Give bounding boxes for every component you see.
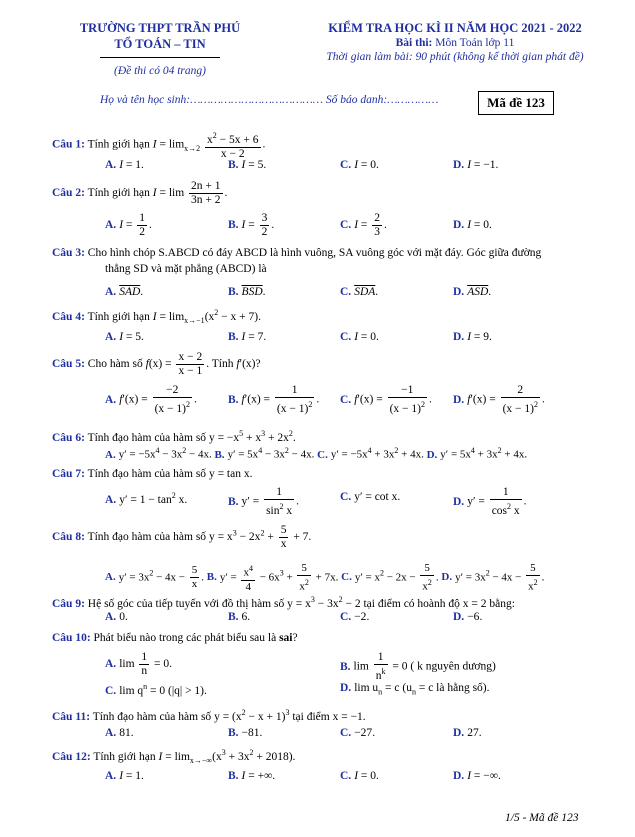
q2-option-c[interactable]: C. I = $\frac{2}{3}$ . (340, 212, 387, 238)
question-label: Câu 9: (52, 597, 85, 610)
question-label: Câu 8: (52, 531, 85, 544)
q10-option-c[interactable]: C. $\lim q^n = 0$ (|q| > 1). (105, 682, 207, 697)
q4-option-d[interactable]: D. I = 9. (453, 331, 492, 343)
pages-note: (Đề thi có 04 trang) (114, 65, 206, 77)
option-value: −6 (467, 611, 480, 623)
q10-option-b[interactable]: B. lim $\frac{1}{n^k}$ = 0 ( k nguyên dương) (340, 651, 496, 682)
exam-code-box: Mã đề 123 (478, 91, 554, 115)
question-7: Câu 7: Tính đạo hàm của hàm số y = tan x. (52, 468, 253, 480)
q12-option-a[interactable]: A. I = 1. (105, 770, 144, 782)
subject-label: Bài thi: (395, 37, 433, 49)
question-11: Câu 11: Tính đạo hàm của hàm số $y = (x^2 - x + 1)^3$ tại điểm x = −1. (52, 708, 366, 723)
question-2: Câu 2: Tính giới hạn I = lim $\frac{2n + 1}{3n + 2}$ . (52, 180, 228, 206)
question-text-b: sai (279, 632, 293, 644)
question-label: Câu 7: (52, 468, 85, 480)
student-info-line: Họ và tên học sinh:………………………………… Số báo danh:…………… (100, 94, 439, 106)
question-9: Câu 9: Hệ số góc của tiếp tuyến với đồ thị hàm số $y = x^3 - 3x^2 - 2$ tại điểm có hoành độ x = 2 bằng: (52, 595, 515, 610)
q4-option-a[interactable]: A. I = 5. (105, 331, 144, 343)
q7-option-c[interactable]: C. y′ = cot x. (340, 491, 401, 503)
q7-option-a[interactable]: A. $y' = 1 - \tan^2 x$. (105, 491, 188, 506)
q3-option-b[interactable]: B. $\overline{BSD}$. (228, 286, 266, 298)
question-label: Câu 4: (52, 310, 85, 323)
q5-option-c[interactable]: C. f′(x) = $\frac{-1}{(x - 1)^2}$ . (340, 384, 432, 415)
q1-option-a[interactable]: A. I = 1. (105, 159, 144, 171)
question-3-line2: thẳng SD và mặt phẳng (ABCD) là (105, 263, 267, 275)
option-value: 81 (119, 727, 131, 739)
q11-option-c[interactable]: C. −27. (340, 727, 376, 739)
q3-option-c[interactable]: C. $\overline{SDA}$. (340, 286, 379, 298)
page-footer: 1/5 - Mã đề 123 (505, 812, 579, 824)
question-label: Câu 2: (52, 187, 85, 200)
q5-option-b[interactable]: B. f′(x) = $\frac{1}{(x - 1)^2}$ . (228, 384, 320, 415)
question-label: Câu 1: (52, 138, 85, 151)
question-label: Câu 6: (52, 431, 85, 444)
option-note: ( k nguyên dương) (410, 660, 496, 673)
question-label: Câu 10: (52, 632, 91, 644)
q9-option-b[interactable]: B. 6. (228, 611, 251, 623)
question-8: Câu 8: Tính đạo hàm của hàm số $y = x^3 - 2x^2$ + $\frac{5}{x}$ + 7. (52, 524, 312, 550)
q9-option-c[interactable]: C. −2. (340, 611, 370, 623)
q2-option-a[interactable]: A. I = $\frac{1}{2}$ . (105, 212, 152, 238)
question-12: Câu 12: Tính giới hạn $I = \lim_{x\to-\infty}(x^3 + 3x^2 + 2018)$. (52, 748, 296, 766)
question-6: Câu 6: Tính đạo hàm của hàm số $y = -x^5 + x^3 + 2x^2$. (52, 429, 296, 444)
q11-option-a[interactable]: A. 81. (105, 727, 134, 739)
question-text: Tính đạo hàm của hàm số (87, 468, 207, 480)
question-10 (52, 632, 298, 644)
question-text: Tính đạo hàm của hàm số (87, 531, 207, 544)
q7-option-d[interactable]: D. y′ = $\frac{1}{\cos^2 x}$ . (453, 486, 527, 517)
q9-option-a[interactable]: A. 0. (105, 611, 128, 623)
header-divider (100, 57, 220, 58)
question-text-c: ? (292, 632, 298, 644)
department-name: TỔ TOÁN – TIN (114, 37, 206, 51)
question-text: Hệ số góc của tiếp tuyến với đồ thị hàm số (87, 597, 285, 610)
q12-option-d[interactable]: D. I = −∞. (453, 770, 501, 782)
q1-option-d[interactable]: D. I = −1. (453, 159, 499, 171)
question-4: Câu 4: Tính giới hạn $I = \lim_{x\to-1}(x^2 - x + 7)$. (52, 308, 261, 326)
school-name: TRƯỜNG THPT TRẦN PHÚ (79, 21, 241, 35)
question-text: Tính đạo hàm của hàm số (87, 431, 207, 444)
question-1: Câu 1: Tính giới hạn $I = \lim_{x\to 2}$ $\frac{x^2 - 5x + 6}{x - 2}$ . (52, 131, 266, 160)
question-text: Phát biểu nào trong các phát biểu sau là (93, 632, 277, 644)
question-text: Tính giới hạn (93, 750, 156, 763)
option-value: −2 (354, 611, 367, 623)
question-label: Câu 12: (52, 750, 91, 763)
question-text-b: . Tính (206, 358, 234, 371)
q10-option-a[interactable]: A. lim $\frac{1}{n}$ = 0. (105, 651, 173, 677)
question-text: Tính đạo hàm của hàm số (92, 710, 212, 723)
option-value: −81 (241, 727, 260, 739)
q6-options[interactable]: A. $y' = -5x^4 - 3x^2 - 4x$. B. $y' = 5x^4 - 3x^2 - 4x$. C. $y' = -5x^4 + 3x^2 + 4x$. D. $y' = 5x^4 + 3x^2 + 4x$. (105, 446, 528, 461)
q11-option-b[interactable]: B. −81. (228, 727, 263, 739)
q5-option-a[interactable]: A. f′(x) = $\frac{-2}{(x - 1)^2}$ . (105, 384, 197, 415)
q4-option-b[interactable]: B. I = 7. (228, 331, 267, 343)
q2-option-b[interactable]: B. I = $\frac{3}{2}$ . (228, 212, 275, 238)
q3-option-d[interactable]: D. $\overline{ASD}$. (453, 286, 492, 298)
question-label: Câu 3: (52, 247, 85, 259)
q8-options[interactable]: A. $y' = 3x^2 - 4x$ − $\frac{5}{x}$ . B. y′ = $\frac{x^4}{4}$ − $6x^3$ + $\frac{5}{x^2}$ + 7x. C. $y' = x^2 - 2x$ − $\frac{5}{x^2}$ . D. $y' = 3x^2 - 4x$ − $\frac{5}{x^2}$ . (105, 562, 545, 593)
q12-option-b[interactable]: B. I = +∞. (228, 770, 276, 782)
question-text: Tính giới hạn (87, 187, 150, 200)
q1-option-c[interactable]: C. I = 0. (340, 159, 379, 171)
q3-option-a[interactable]: A. $\overline{SAD}$. (105, 286, 144, 298)
question-label: Câu 5: (52, 358, 85, 371)
q1-option-b[interactable]: B. I = 5. (228, 159, 267, 171)
question-text: Tính giới hạn (87, 310, 150, 323)
subject-line (290, 37, 620, 49)
option-value: 0 (119, 611, 125, 623)
subject: Môn Toán lớp 11 (435, 37, 515, 49)
time-note: Thời gian làm bài: 90 phút (không kể thời gian phát đề) (326, 51, 584, 63)
question-text: Cho hàm số (87, 358, 143, 371)
option-value: −27 (354, 727, 373, 739)
option-value: 27 (467, 727, 479, 739)
q7-option-b[interactable]: B. y′ = $\frac{1}{\sin^2 x}$ . (228, 486, 299, 517)
q5-option-d[interactable]: D. f′(x) = $\frac{2}{(x - 1)^2}$ . (453, 384, 545, 415)
q12-option-c[interactable]: C. I = 0. (340, 770, 379, 782)
question-5: Câu 5: Cho hàm số f(x) = $\frac{x - 2}{x - 1}$ . Tính f′(x)? (52, 351, 261, 377)
q2-option-d[interactable]: D. I = 0. (453, 219, 492, 231)
question-3 (52, 247, 541, 259)
q10-option-d[interactable]: D. $\lim u_n = c$ ($u_n = c$ là hằng số). (340, 682, 490, 697)
question-text: Tính giới hạn (87, 138, 150, 151)
question-text-c: bằng: (489, 597, 515, 610)
q9-option-d[interactable]: D. −6. (453, 611, 483, 623)
q11-option-d[interactable]: D. 27. (453, 727, 482, 739)
question-text: Cho hình chóp S.ABCD có đáy ABCD là hình vuông, SA vuông góc với mặt đáy. Góc giữa đường (87, 247, 542, 259)
question-text-b: tại điểm (292, 710, 330, 723)
question-text-b: tại điểm có hoành độ (363, 597, 460, 610)
question-label: Câu 11: (52, 710, 91, 723)
exam-title: KIỂM TRA HỌC KÌ II NĂM HỌC 2021 - 2022 (328, 21, 582, 35)
q4-option-c[interactable]: C. I = 0. (340, 331, 379, 343)
option-value: 6 (241, 611, 248, 623)
option-note: là hằng số). (436, 682, 490, 694)
